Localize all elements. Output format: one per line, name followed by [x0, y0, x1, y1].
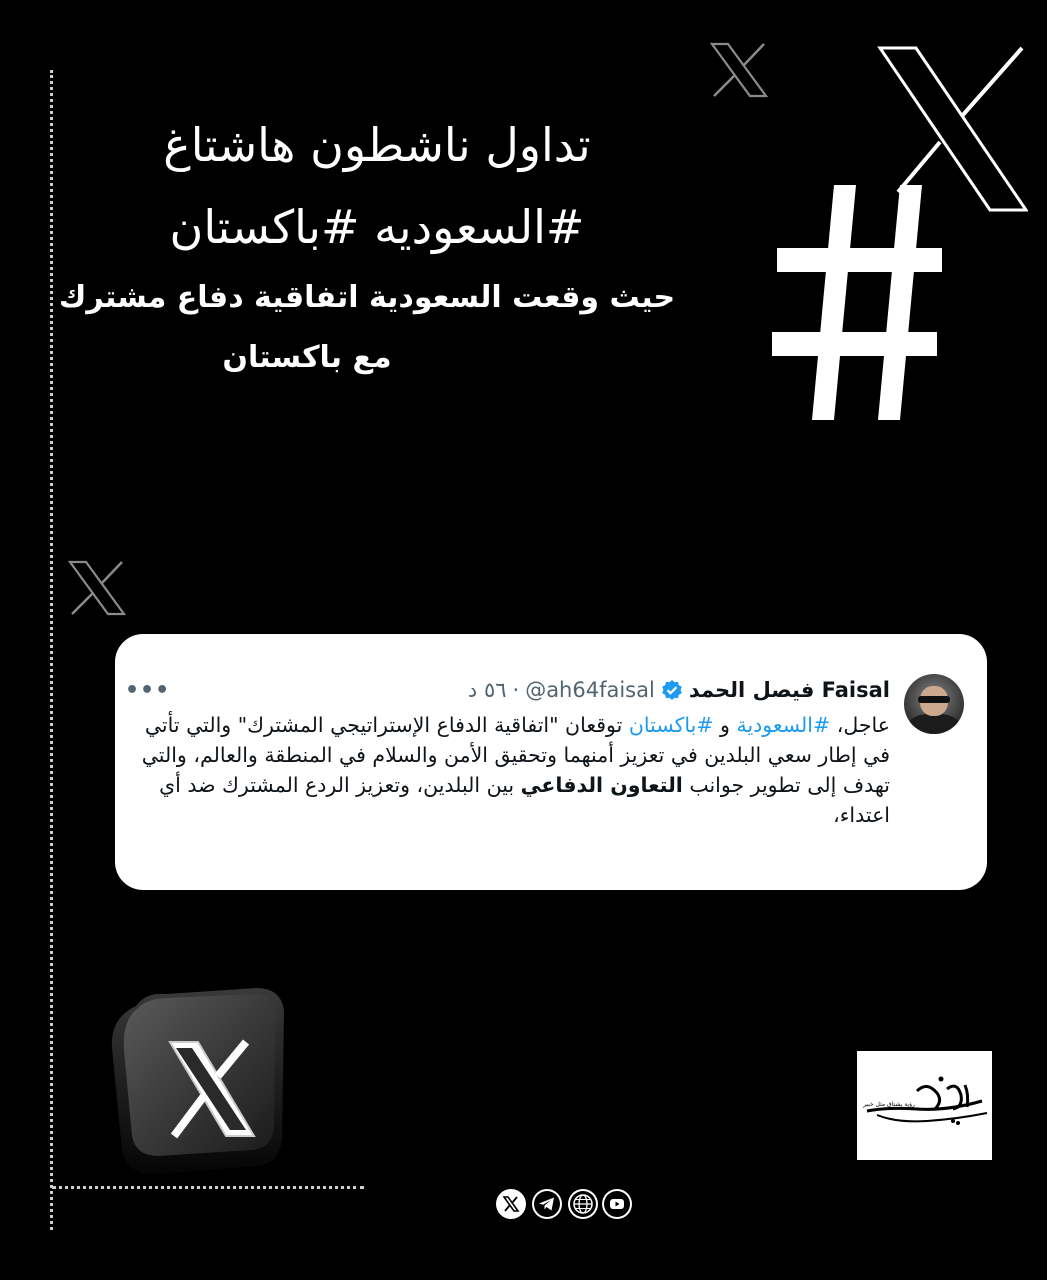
hashtag-icon: [772, 180, 942, 425]
x-logo-icon: [502, 1195, 520, 1213]
more-options-icon[interactable]: •••: [125, 678, 171, 703]
telegram-icon: [532, 1189, 562, 1219]
brand-name: [917, 1071, 919, 1072]
tweet-text-middle: توقعان "اتفاقية الدفاع الإستراتيجي المشترك" والتي تأتي في إطار سعي البلدين في تعزيز أمنهما وتحقيق الأمن والسلام في المنطقة والعالم، والتي تهدف إلى تطوير جوانب: [141, 713, 890, 797]
avatar[interactable]: [904, 674, 964, 734]
brand-tagline: رؤية يشتاق مثل خبير: [863, 1101, 915, 1108]
vertical-dotted-line: [50, 70, 53, 1230]
youtube-icon: [602, 1189, 632, 1219]
tweet-text-bold: التعاون الدفاعي: [520, 773, 683, 797]
globe-icon: [568, 1189, 598, 1219]
x-logo-small-icon: [68, 560, 126, 616]
tweet-card[interactable]: [115, 634, 987, 890]
tweet-text: [130, 710, 890, 830]
tweet-handle[interactable]: @ah64faisal: [525, 678, 655, 702]
x-social-link[interactable]: [496, 1189, 526, 1219]
tweet-timestamp[interactable]: ٥٦ د: [467, 678, 507, 702]
brand-logo: [857, 1051, 992, 1160]
x-logo-small-icon: [710, 42, 768, 98]
headline-hashtags: #السعوديه #باكستان: [169, 200, 585, 254]
headline-line-4: مع باكستان: [222, 340, 392, 375]
hashtag-link-pakistan[interactable]: #باكستان: [628, 713, 714, 737]
telegram-social-link[interactable]: [532, 1189, 562, 1219]
hashtag-link-saudi[interactable]: #السعودية: [736, 713, 831, 737]
x-app-icon: [106, 988, 286, 1176]
website-social-link[interactable]: [568, 1189, 598, 1219]
tweet-separator: ·: [512, 678, 520, 702]
x-logo-outline-icon: [876, 44, 1028, 214]
horizontal-dotted-line: [52, 1186, 364, 1189]
tweet-author-name[interactable]: Faisal فيصل الحمد: [688, 678, 890, 702]
tweet-text-suffix: بين البلدين، وتعزيز الردع المشترك ضد أي اعتداء،: [159, 773, 890, 827]
tweet-text-prefix: عاجل،: [830, 713, 890, 737]
youtube-social-link[interactable]: [602, 1189, 632, 1219]
tweet-text-connector: و: [713, 713, 737, 737]
tweet-header: [468, 678, 890, 702]
verified-badge-icon: [661, 679, 683, 701]
headline-line-1: تداول ناشطون هاشتاغ: [163, 118, 591, 172]
headline-line-3: حيث وقعت السعودية اتفاقية دفاع مشترك: [58, 280, 676, 315]
